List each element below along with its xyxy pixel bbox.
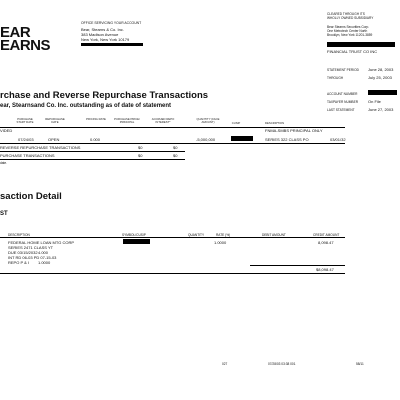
through-label: THROUGH <box>327 76 344 80</box>
row-desc-line-1: FNMA-SMBS PRINCIPAL ONLY <box>265 128 323 133</box>
detail-header-rule <box>0 237 345 238</box>
detail-desc-line-1: FEDERAL HOME LOAN MTG CORP <box>8 240 75 245</box>
last-statement-value: June 27, 2003 <box>368 107 394 112</box>
through-value: July 25, 2003 <box>368 75 392 80</box>
detail-header-credit: CREDIT AMOUNT <box>313 233 340 237</box>
detail-header-symbol: SYMBOL/CUSIP <box>122 233 146 237</box>
row-desc-line-2: SERIES 322 CLASS PO <box>265 137 309 142</box>
row-quantity: -5,000,000 <box>196 137 216 142</box>
clearing-address-2: One Metrotech Center North <box>327 29 368 33</box>
detail-desc-coupon: 4.000 <box>38 250 49 255</box>
taxpayer-value: On File <box>368 99 381 104</box>
footer-left: 027 <box>222 362 228 366</box>
footer-mid: 07/28/03 03:38 001 <box>268 362 296 366</box>
last-statement-label: LAST STATEMENT <box>327 108 355 112</box>
detail-total-rule <box>250 265 345 266</box>
account-number-label: ACCOUNT NUMBER <box>327 92 358 96</box>
office-line-3: New York, New York 10179 <box>81 37 130 42</box>
detail-desc-line-5: REPO P & I <box>8 260 30 265</box>
detail-total: $8,098.47 <box>316 267 334 272</box>
row-start-date: 07/24/03 <box>18 137 34 142</box>
detail-header-description: DESCRIPTION <box>8 233 30 237</box>
row-label: VIDED <box>0 128 13 133</box>
total-rule-1 <box>0 151 185 152</box>
header-description: DESCRIPTION <box>265 121 285 125</box>
row-desc-date: 03/01/32 <box>330 137 346 142</box>
client-name: FINANCIAL TRUST CO INC <box>327 49 378 54</box>
clearing-heading-2: WHOLLY OWNED SUBSIDIARY <box>327 16 374 20</box>
section1-subtitle: ear, Stearnsand Co. Inc. outstanding as of date of statement <box>0 103 172 109</box>
total-purchase-interest: $0 <box>173 153 178 158</box>
detail-desc-line-3: DUE 03/15/2032 <box>8 250 38 255</box>
detail-desc-line-4: INT RD 06-03 PD 07-15-03 <box>8 255 57 260</box>
row-rate: 0.000 <box>90 137 101 142</box>
detail-rate: 1.0000 <box>214 240 227 245</box>
section1-note: date. <box>0 161 8 165</box>
clearing-address-1: Bear Stearns Securities Corp. <box>327 25 370 29</box>
footer-right: 58/11 <box>356 362 364 366</box>
detail-header-rate: RATE (%) <box>216 233 231 237</box>
office-line-1: Bear, Stearns & Co. Inc. <box>81 27 124 32</box>
total-rule-2 <box>0 159 185 160</box>
header-pricing-rate: PRICING RATE <box>86 117 106 121</box>
taxpayer-label: TAXPAYER NUMBER <box>327 100 358 104</box>
detail-bottom-rule <box>0 273 345 274</box>
header-quantity: QUANTITY (FACE AMOUNT) <box>196 117 220 125</box>
detail-desc-repo-rate: 1.0000 <box>38 260 51 265</box>
statement-period-label: STATEMENT PERIOD <box>327 68 359 72</box>
total-reverse-interest: $0 <box>173 145 178 150</box>
header-repurchase-date: REPURCHASE DATE <box>45 117 65 125</box>
office-heading: OFFICE SERVICING YOUR ACCOUNT <box>81 21 142 25</box>
header-purchase-price: PURCHASE PRICE/ PRINCIPAL <box>114 117 140 125</box>
redacted-client-line <box>327 42 395 47</box>
clearing-heading-1: CLEARED THROUGH ITS <box>327 12 365 16</box>
header-cusip: CUSIP <box>231 121 241 125</box>
clearing-address-3: Brooklyn, New York 11201-3859 <box>327 33 373 37</box>
total-reverse-principal: $0 <box>138 145 143 150</box>
total-purchase-label: PURCHASE TRANSACTIONS <box>0 153 55 158</box>
row-rule <box>0 143 345 144</box>
total-reverse-label: REVERSE REPURCHASE TRANSACTIONS <box>0 145 81 150</box>
total-purchase-principal: $0 <box>138 153 143 158</box>
header-accrued-interest: ACCRUED REPO INTEREST* <box>151 117 175 125</box>
section2-subtitle: ST <box>0 211 8 217</box>
redacted-detail-cusip <box>123 239 150 244</box>
redacted-cusip <box>231 136 253 141</box>
section1-title: rchase and Reverse Repurchase Transactions <box>0 90 209 101</box>
section2-title: saction Detail <box>0 191 62 202</box>
redacted-account-number <box>368 90 397 95</box>
row-repo-date: OPEN <box>48 137 60 142</box>
detail-header-quantity: QUANTITY <box>188 233 205 237</box>
detail-credit: 8,098.47 <box>318 240 334 245</box>
office-line-2: 383 Madison Avenue <box>81 32 119 37</box>
detail-desc-line-2: SERIES 2471 CLASS YT <box>8 245 54 250</box>
statement-period-value: June 28, 2003 <box>368 67 394 72</box>
header-purchase-start: PURCHASE START DATE <box>16 117 34 125</box>
redacted-address <box>81 43 143 46</box>
company-logo: EAR EARNS <box>0 24 51 54</box>
detail-header-debit: DEBIT AMOUNT <box>262 233 286 237</box>
